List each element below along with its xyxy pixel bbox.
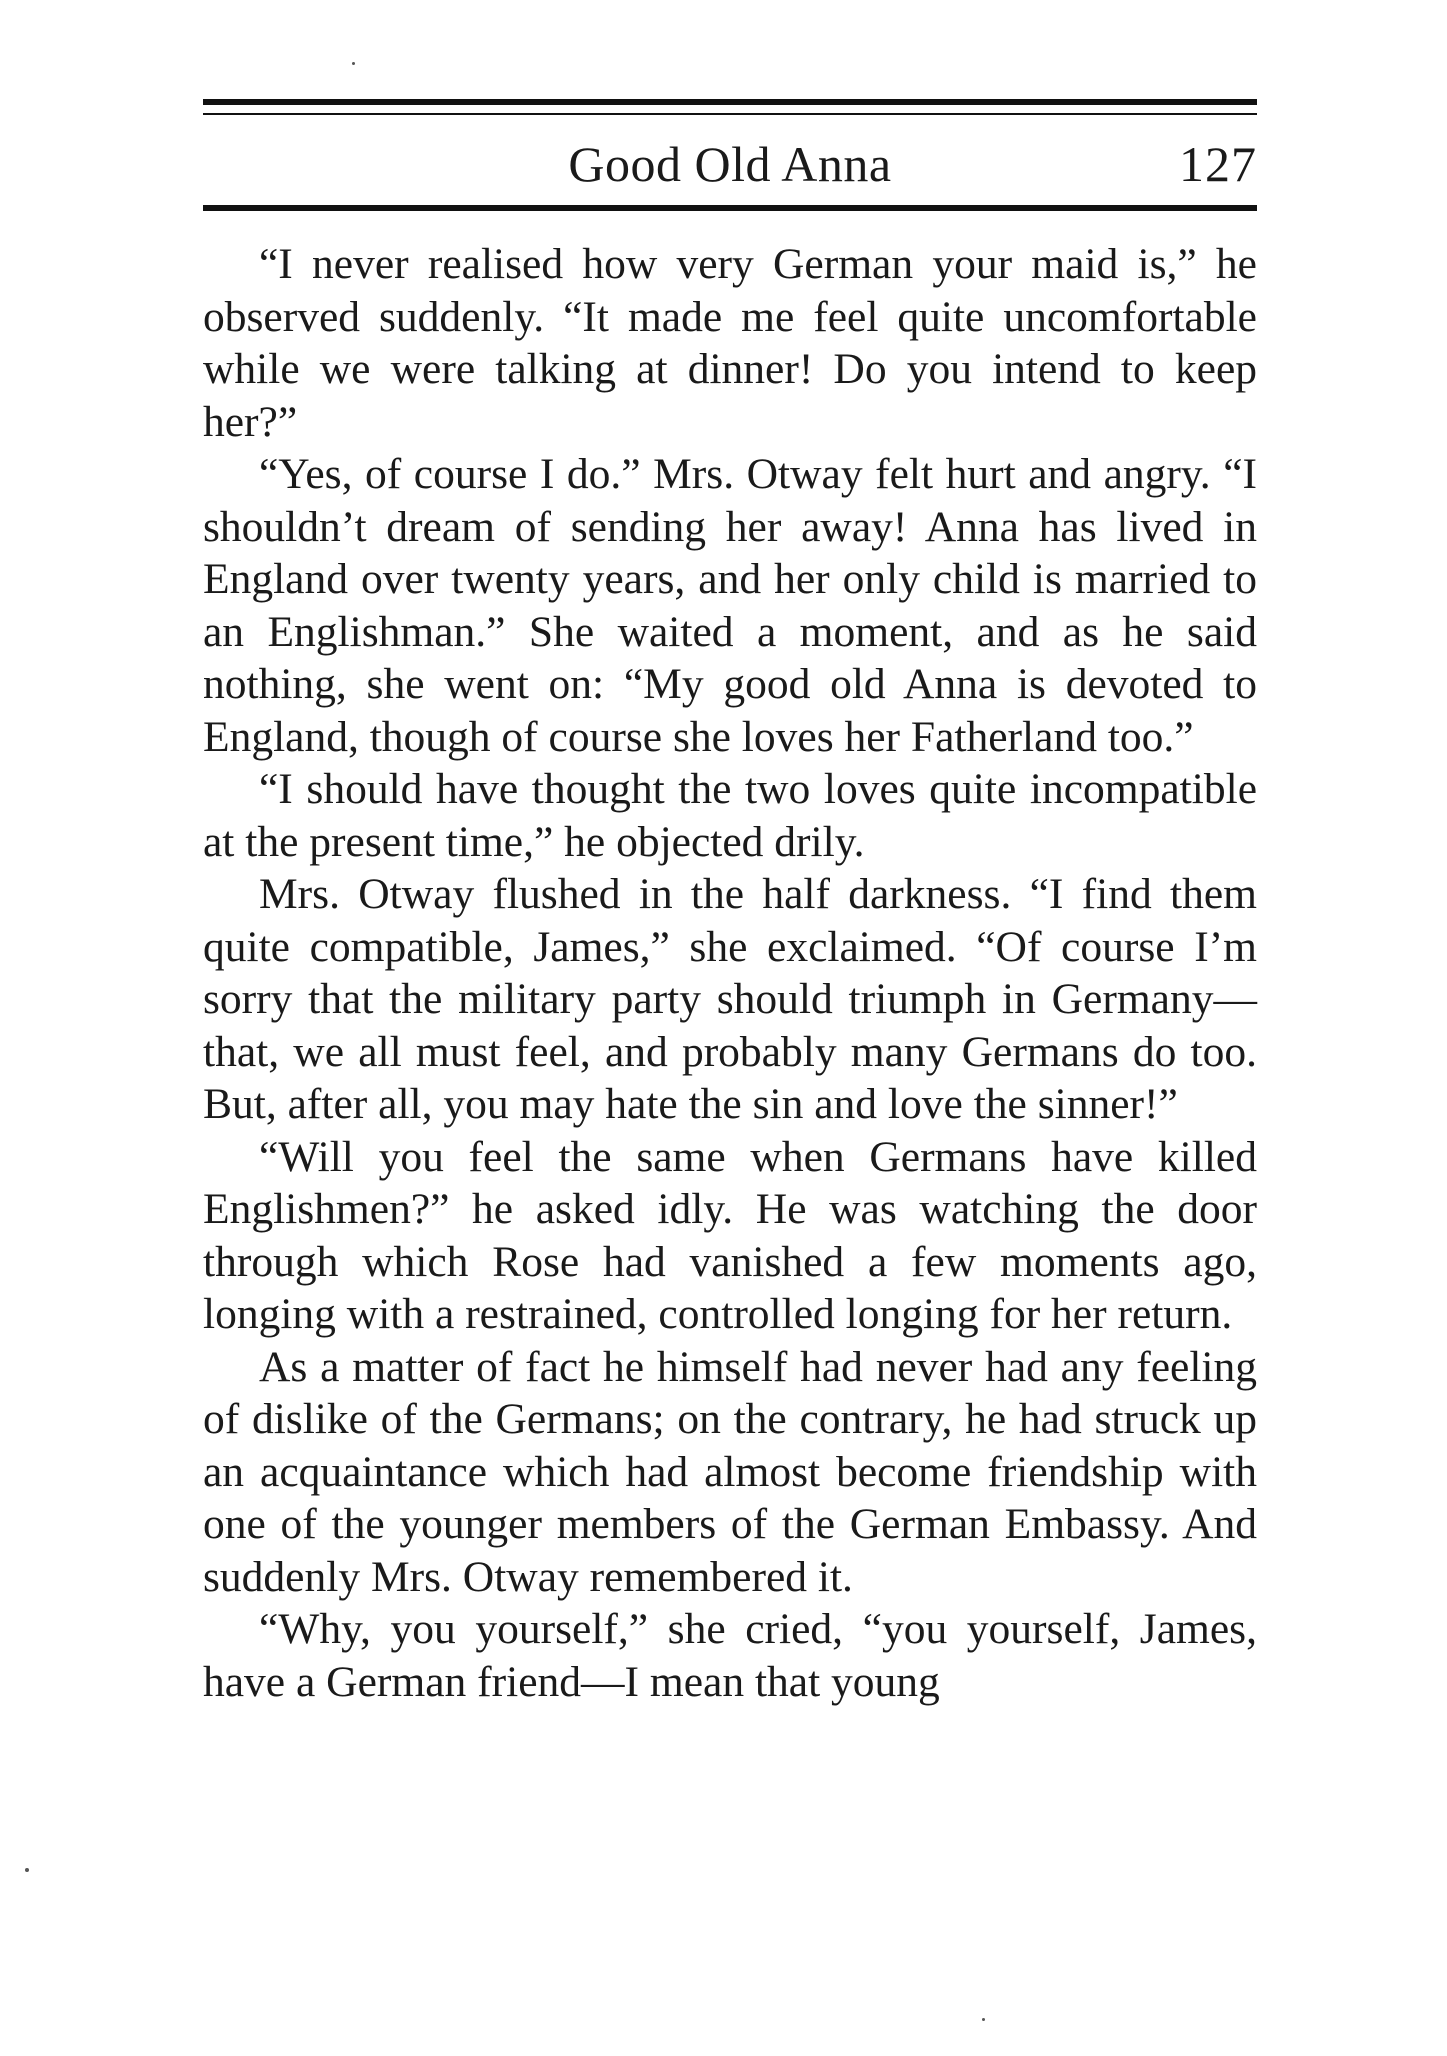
body-text [203, 238, 1257, 1708]
header-rule-thin [203, 113, 1257, 115]
paragraph-2: “Yes, of course I do.” Mrs. Otway felt hurt and angry. “I shouldn’t dream of sending her away! Anna has lived in England over twenty years, and her only child is married to an Englishman.” She waited a moment, and as he said nothing, she went on: “My good old Anna is devoted to England, though of course she loves her Fatherland too.” [203, 450, 1257, 761]
running-title: Good Old Anna [568, 136, 892, 192]
paragraph-5: “Will you feel the same when Germans have killed Englishmen?” he asked idly. He was watching the door through which Rose had vanished a few moments ago, longing with a restrained, controlled longing for her return. [203, 1132, 1257, 1338]
paragraph-1: “I never realised how very German your maid is,” he observed suddenly. “It made me feel quite uncomfortable while we were talking at dinner! Do you intend to keep her?” [203, 240, 1257, 446]
running-head [203, 128, 1257, 200]
page-number: 127 [1179, 136, 1257, 192]
paragraph-6: As a matter of fact he himself had never had any feeling of dislike of the Germans; on the contrary, he had struck up an acquaintance which had almost become friendship with one of the younger members of the German Embassy. And suddenly Mrs. Otway remembered it. [203, 1342, 1257, 1601]
header-rule-thick [203, 99, 1257, 105]
paragraph-7: “Why, you yourself,” she cried, “you yourself, James, have a German friend—I mean that young [203, 1605, 1257, 1706]
header-rule-bottom [203, 205, 1257, 211]
print-speck [25, 1868, 29, 1872]
print-speck [352, 62, 355, 65]
print-speck [982, 2018, 985, 2021]
paragraph-3: “I should have thought the two loves quite incompatible at the present time,” he objected drily. [203, 765, 1257, 866]
paragraph-4: Mrs. Otway flushed in the half darkness. “I find them quite compatible, James,” she exclaimed. “Of course I’m sorry that the military party should triumph in Germany—that, we all must feel, and probably many Germans do too. But, after all, you may hate the sin and love the sinner!” [203, 870, 1257, 1128]
